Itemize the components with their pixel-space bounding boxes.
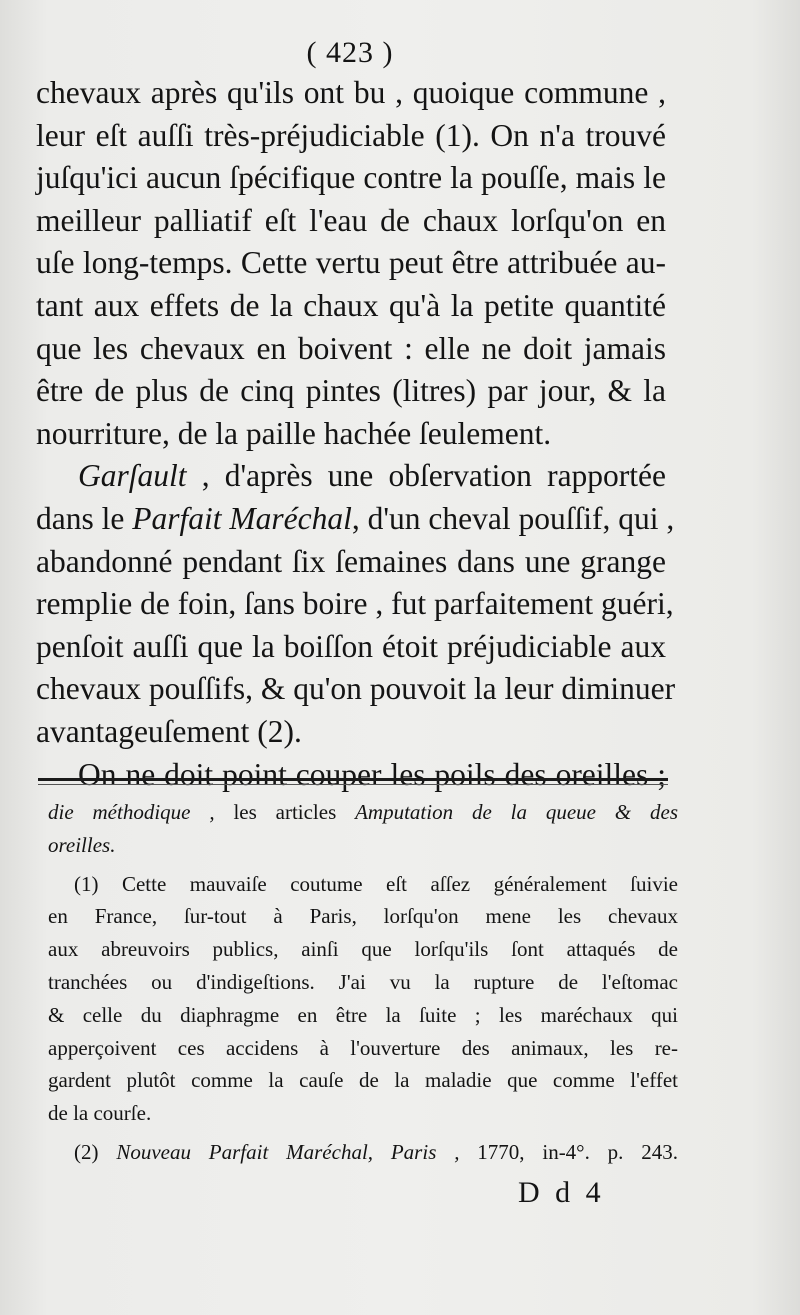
note-line: tranchées ou d'indigeſtions. J'ai vu la rupture de l'eſtomac	[48, 969, 678, 994]
footnote-rule-thin	[38, 784, 668, 785]
note-line: apperçoivent ces accidens à l'ouverture des animaux, les re-	[48, 1035, 678, 1060]
footnote-rule	[38, 778, 668, 781]
text-segment: les articles	[214, 800, 356, 824]
text-line: leur eſt auſſi très-préjudiciable (1). On n'a trouvé	[36, 117, 666, 153]
text-line	[36, 498, 675, 541]
text-segment: , d'après une obſervation rapportée	[186, 458, 666, 494]
italic-segment: oreilles.	[48, 832, 116, 857]
text-line: être de plus de cinq pintes (litres) par jour, & la	[36, 373, 666, 409]
text-segment: dans le	[36, 500, 133, 536]
main-text	[36, 72, 676, 796]
text-line: tant aux effets de la chaux qu'à la petite quantité	[36, 287, 666, 323]
text-segment: , d'un cheval pouſſif, qui ,	[351, 500, 675, 536]
italic-segment: die méthodique ,	[48, 800, 215, 824]
signature-mark: D d 4	[518, 1176, 605, 1209]
text-line	[36, 455, 666, 498]
footnote-1: (1) Cette mauvaiſe coutume eſt aſſez généralement ſuivie	[74, 871, 678, 896]
italic-segment: Nouveau Parfait Maréchal, Paris ,	[116, 1139, 460, 1164]
note-line: gardent plutôt comme la cauſe de la maladie que comme l'effet	[48, 1068, 678, 1093]
text-line: penſoit auſſi que la boiſſon étoit préjudiciable aux	[36, 628, 666, 664]
italic-segment: Amputation de la queue & des	[355, 800, 678, 824]
text-line: nourriture, de la paille hachée ſeulement.	[36, 415, 552, 451]
text-line: remplie de foin, ſans boire , fut parfaitement guéri,	[36, 586, 674, 622]
note-line	[48, 829, 678, 862]
footnote-number: (2)	[74, 1139, 117, 1164]
note-line: de la courſe.	[48, 1101, 152, 1126]
text-segment: 1770, in-4°. p. 243.	[459, 1139, 678, 1164]
text-line: uſe long-temps. Cette vertu peut être attribuée au-	[36, 245, 666, 281]
text-line: juſqu'ici aucun ſpécifique contre la pouſſe, mais le	[36, 160, 666, 196]
text-line: meilleur palliatif eſt l'eau de chaux lorſqu'on en	[36, 202, 666, 238]
footnote-2	[48, 1136, 678, 1169]
text-line: chevaux pouſſifs, & qu'on pouvoit la leur diminuer	[36, 671, 676, 707]
page-number: ( 423 )	[306, 36, 394, 69]
author-name: Garſault	[78, 458, 187, 494]
text-line: chevaux après qu'ils ont bu , quoique commune ,	[36, 75, 666, 110]
note-line: aux abreuvoirs publics, ainſi que lorſqu'ils ſont attaqués de	[48, 937, 678, 962]
text-line: avantageuſement (2).	[36, 713, 302, 749]
note-line: & celle du diaphragme en être la ſuite ; les maréchaux qui	[48, 1002, 678, 1027]
book-title: Parfait Maréchal	[132, 500, 352, 536]
text-line: abandonné pendant ſix ſemaines dans une grange	[36, 543, 666, 579]
footnotes	[48, 796, 678, 1169]
note-line	[48, 796, 678, 829]
text-line: que les chevaux en boivent : elle ne doit jamais	[36, 330, 666, 366]
text-line: On ne doit point couper les poils des oreilles ;	[78, 756, 666, 792]
note-line: en France, ſur-tout à Paris, lorſqu'on mene les chevaux	[48, 904, 678, 929]
